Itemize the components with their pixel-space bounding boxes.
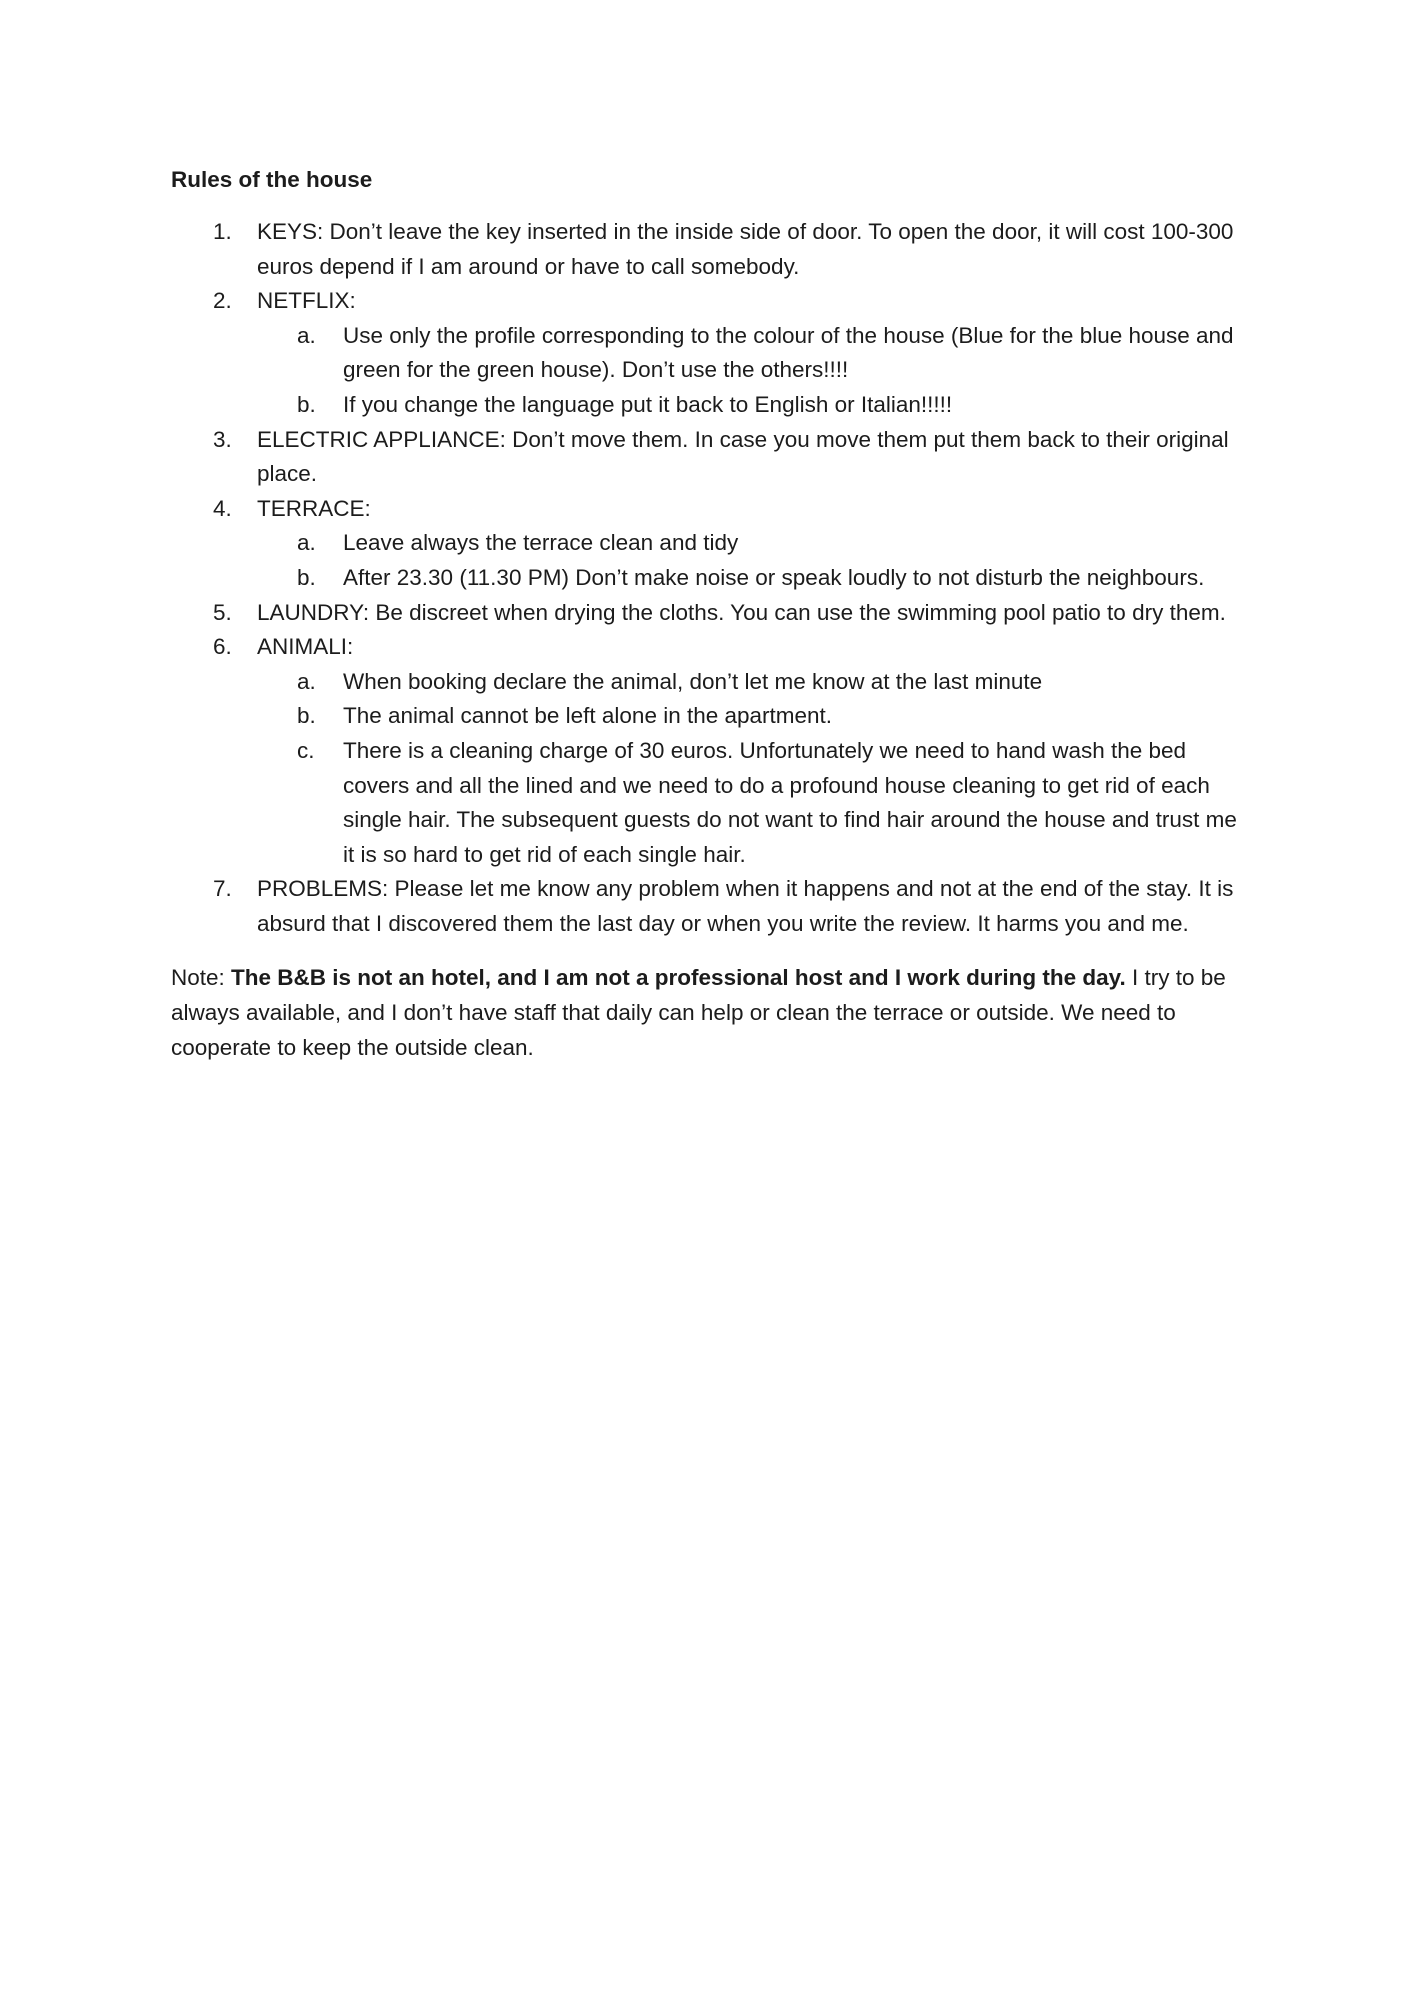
rule-terrace: [171, 492, 1251, 596]
sub-letter: c.: [297, 737, 315, 763]
sub-letter: a.: [297, 530, 316, 556]
rule-problems: [171, 872, 1251, 941]
sub-letter: a.: [297, 668, 316, 694]
sub-item: [257, 734, 1251, 872]
note-paragraph: [171, 961, 1251, 1065]
rule-electric-appliance: [171, 423, 1251, 492]
rule-number: 5.: [213, 599, 232, 625]
rule-text: NETFLIX:: [257, 288, 356, 314]
note-bold-text: The B&B is not an hotel, and I am not a professional host and I work during the day.: [231, 965, 1126, 991]
sub-list: [257, 526, 1251, 595]
sub-text: Leave always the terrace clean and tidy: [343, 530, 739, 556]
sub-text: The animal cannot be left alone in the apartment.: [343, 703, 833, 729]
note-text: I try to be always available, and I don’t have staff that daily can help or clean the terrace or outside. We need to cooperate to keep the outside clean.: [171, 965, 1226, 1060]
rules-list: [171, 215, 1251, 941]
sub-text: If you change the language put it back to English or Italian!!!!!: [343, 391, 953, 417]
sub-letter: b.: [297, 564, 316, 590]
rule-text: ANIMALI:: [257, 634, 354, 660]
sub-letter: b.: [297, 703, 316, 729]
rule-laundry: [171, 596, 1251, 631]
sub-list: [257, 319, 1251, 423]
rule-netflix: [171, 284, 1251, 422]
rule-text: LAUNDRY: Be discreet when drying the cloths. You can use the swimming pool patio to dry them.: [257, 599, 1226, 625]
sub-text: There is a cleaning charge of 30 euros. Unfortunately we need to hand wash the bed covers and all the lined and we need to do a profound house cleaning to get rid of each single hair. The subsequent guests do not want to find hair around the house and trust me it is so hard to get rid of each single hair.: [343, 737, 1237, 867]
document-page: [171, 163, 1251, 1065]
rule-number: 7.: [213, 876, 232, 902]
rule-keys: [171, 215, 1251, 284]
rule-number: 6.: [213, 634, 232, 660]
rule-number: 3.: [213, 426, 232, 452]
sub-item: [257, 388, 1251, 423]
rule-number: 4.: [213, 495, 232, 521]
sub-item: [257, 526, 1251, 561]
sub-item: [257, 561, 1251, 596]
sub-item: [257, 699, 1251, 734]
sub-item: [257, 319, 1251, 388]
rule-text: KEYS: Don’t leave the key inserted in the inside side of door. To open the door, it will cost 100-300 euros depend if I am around or have to call somebody.: [257, 219, 1234, 279]
page-title: Rules of the house: [171, 167, 373, 192]
rule-text: TERRACE:: [257, 495, 371, 521]
sub-text: When booking declare the animal, don’t let me know at the last minute: [343, 668, 1043, 694]
rule-text: ELECTRIC APPLIANCE: Don’t move them. In case you move them put them back to their original place.: [257, 426, 1229, 487]
sub-item: [257, 665, 1251, 700]
rule-number: 2.: [213, 288, 232, 314]
sub-text: Use only the profile corresponding to the colour of the house (Blue for the blue house and green for the green house). Don’t use the others!!!!: [343, 322, 1234, 383]
sub-letter: a.: [297, 322, 316, 348]
rule-animali: [171, 630, 1251, 872]
note-label: Note:: [171, 965, 232, 991]
sub-text: After 23.30 (11.30 PM) Don’t make noise or speak loudly to not disturb the neighbours.: [343, 564, 1205, 590]
rule-text: PROBLEMS: Please let me know any problem when it happens and not at the end of the stay. It is absurd that I discovered them the last day or when you write the review. It harms you and me.: [257, 876, 1234, 936]
sub-letter: b.: [297, 391, 316, 417]
rule-number: 1.: [213, 219, 232, 244]
sub-list: [257, 665, 1251, 873]
